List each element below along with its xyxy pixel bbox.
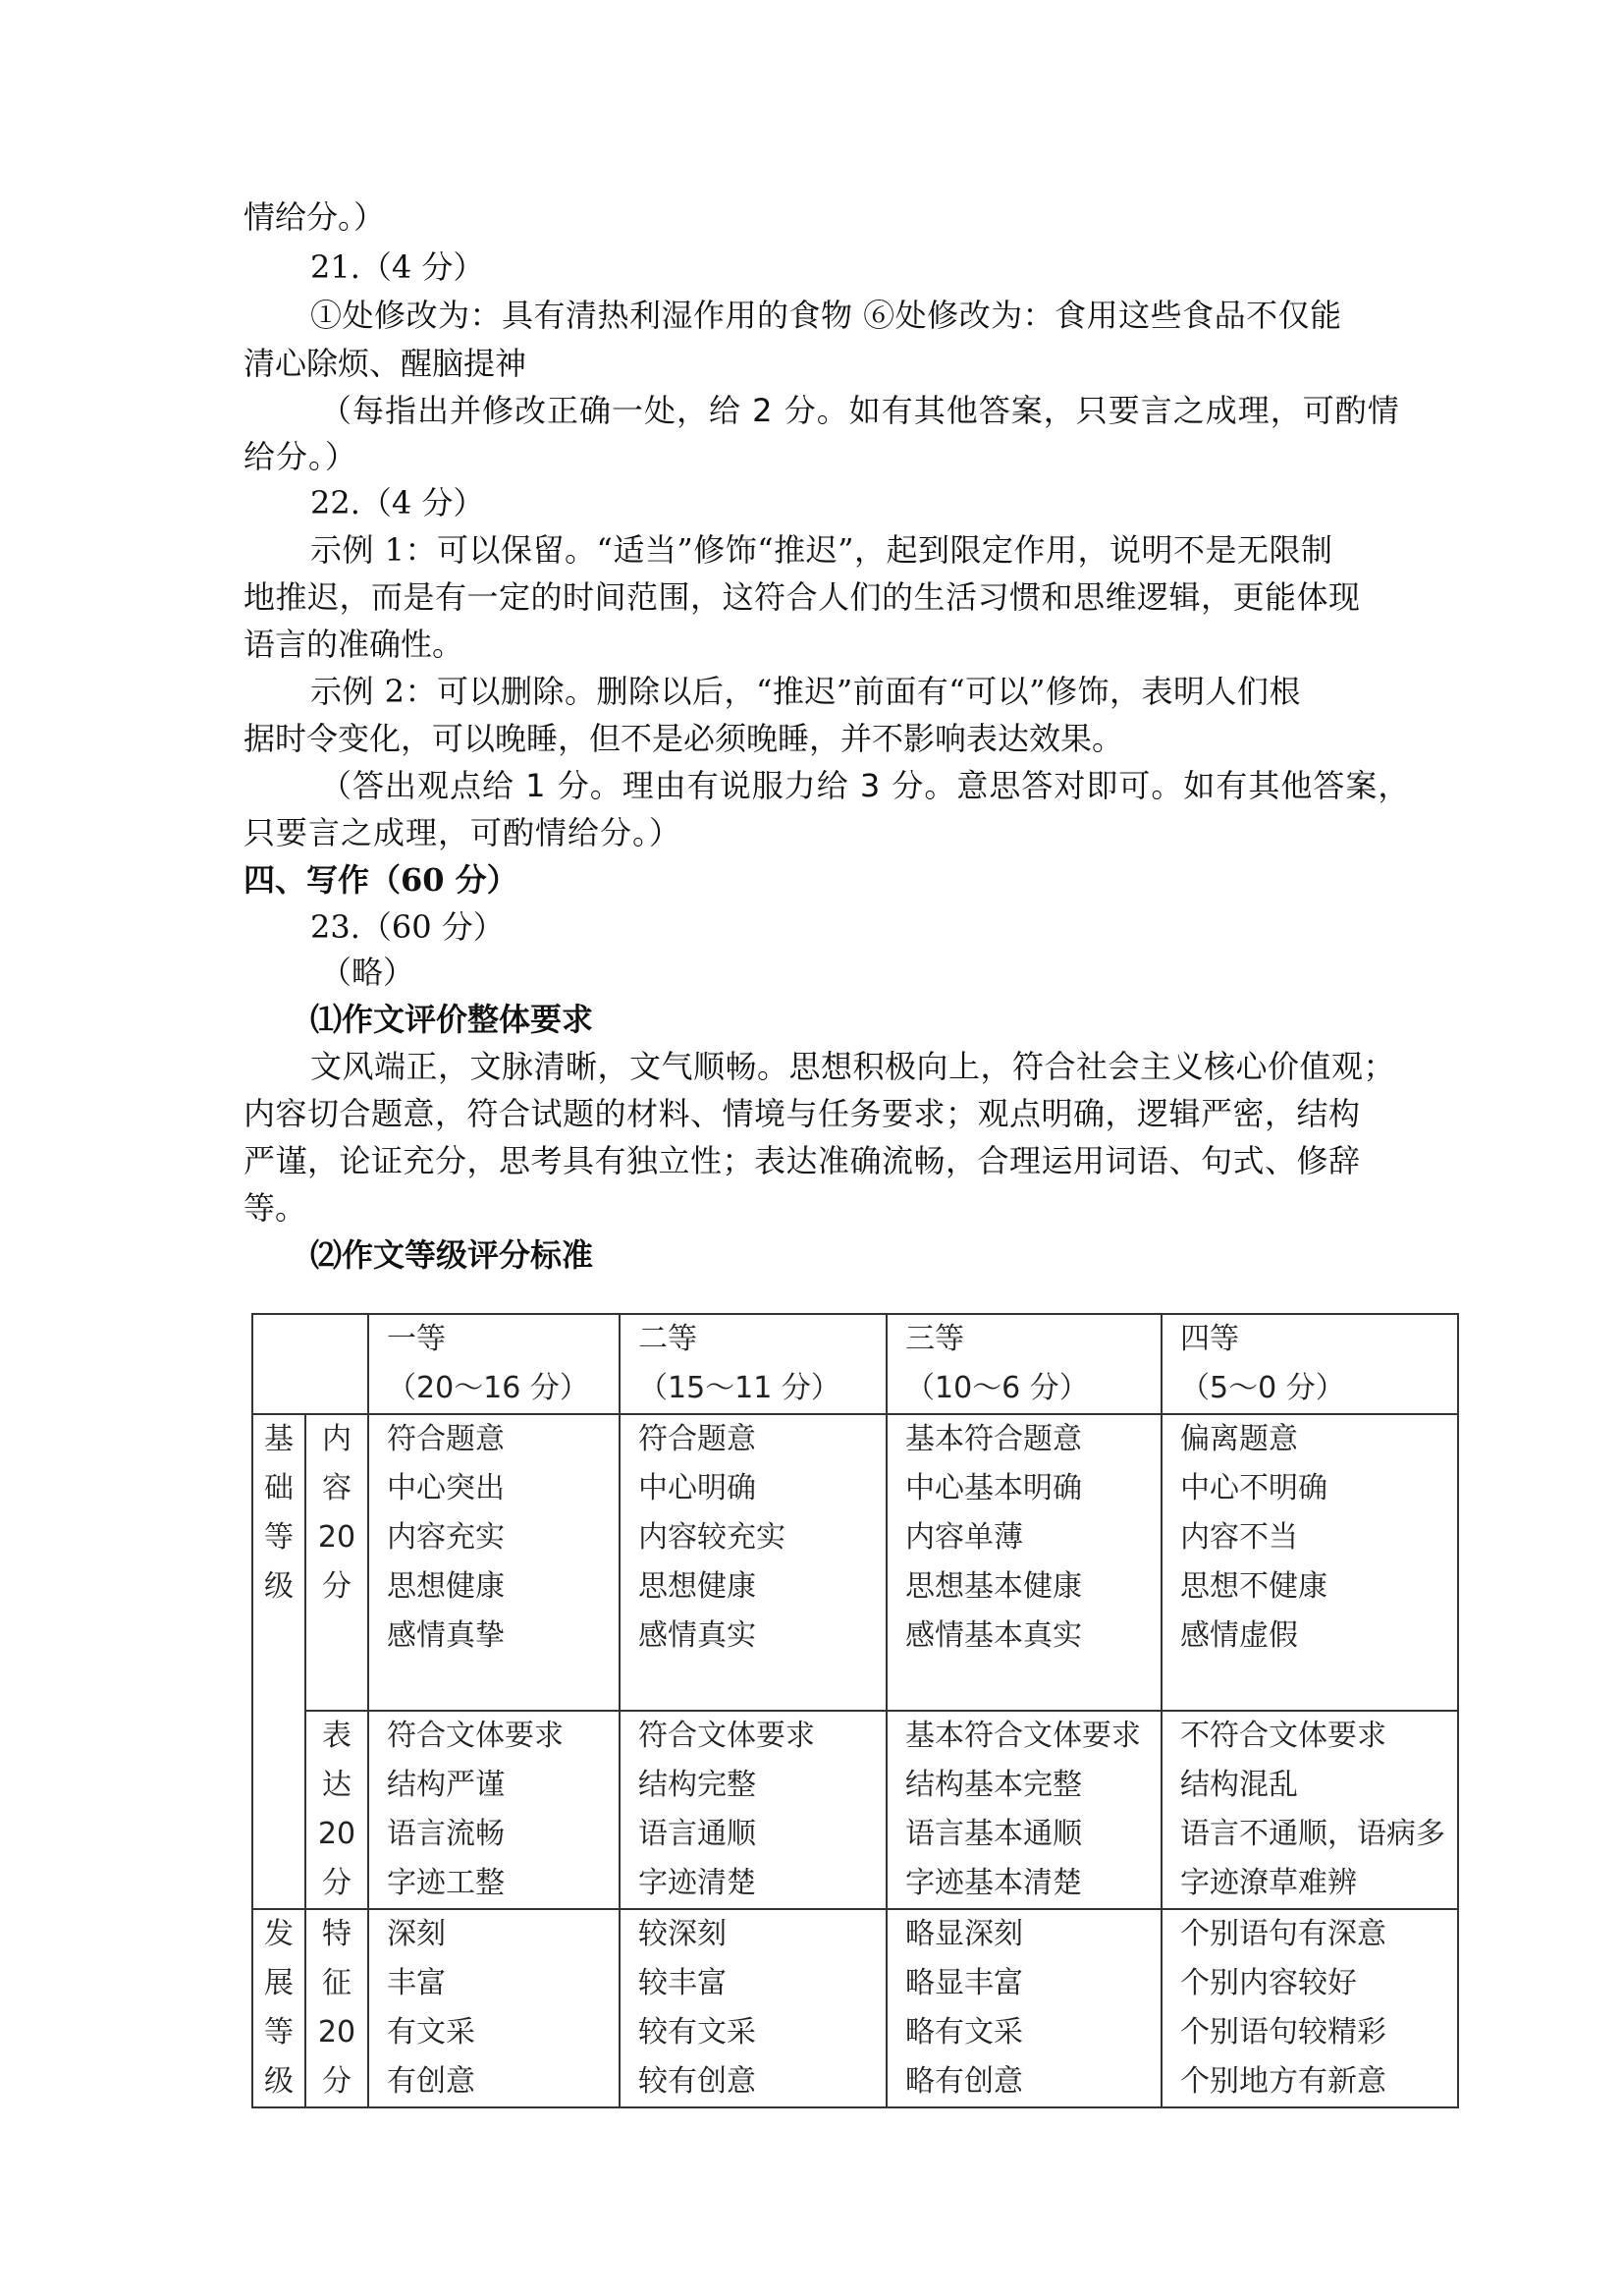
q22-note-line: （答出观点给 1 分。理由有说服力给 3 分。意思答对即可。如有其他答案， xyxy=(320,767,1411,804)
q22-example-line: 地推迟，而是有一定的时间范围，这符合人们的生活习惯和思维逻辑，更能体现 xyxy=(243,578,1361,616)
header-cell: 三等 （10～6 分） xyxy=(887,1314,1162,1414)
q22-note-line: 只要言之成理，可酌情给分。） xyxy=(243,814,682,851)
table-cell: 略显深刻 略显丰富 略有文采 略有创意 xyxy=(887,1909,1162,2107)
grading-table xyxy=(251,1313,1459,2108)
q21-answer-line: 清心除烦、醒脑提神 xyxy=(243,345,527,382)
table-cell: 符合题意 中心突出 内容充实 思想健康 感情真挚 xyxy=(368,1414,620,1711)
table-cell: 符合题意 中心明确 内容较充实 思想健康 感情真实 xyxy=(620,1414,887,1711)
question-23-heading: 23.（60 分） xyxy=(310,908,505,946)
table-corner-cell xyxy=(252,1314,368,1414)
category-develop-label: 发 展 等 级 xyxy=(252,1909,305,2107)
q22-example-line: 据时令变化，可以晚睡，但不是必须晚睡，并不影响表达效果。 xyxy=(243,720,1124,757)
table-cell: 基本符合题意 中心基本明确 内容单薄 思想基本健康 感情基本真实 xyxy=(887,1414,1162,1711)
q22-example-line: 语言的准确性。 xyxy=(243,626,464,663)
paragraph-line: 内容切合题意，符合试题的材料、情境与任务要求；观点明确，逻辑严密，结构 xyxy=(243,1095,1361,1132)
question-21-heading: 21.（4 分） xyxy=(310,248,485,286)
table-row-features xyxy=(252,1909,1458,2107)
paragraph-line: 严谨，论证充分，思考具有独立性；表达准确流畅，合理运用词语、句式、修辞 xyxy=(243,1142,1361,1179)
q22-example-line: 示例 2：可以删除。删除以后，“推迟”前面有“可以”修饰，表明人们根 xyxy=(310,673,1301,710)
q21-note-line: （每指出并修改正确一处，给 2 分。如有其他答案，只要言之成理，可酌情 xyxy=(320,392,1400,429)
section-4-heading: 四、写作（60 分） xyxy=(243,861,518,899)
table-cell: 不符合文体要求 结构混乱 语言不通顺，语病多 字迹潦草难辨 xyxy=(1162,1711,1458,1909)
table-row-content xyxy=(252,1414,1458,1711)
table-cell: 个别语句有深意 个别内容较好 个别语句较精彩 个别地方有新意 xyxy=(1162,1909,1458,2107)
question-22-heading: 22.（4 分） xyxy=(310,484,485,521)
subcategory-expression-label: 表 达 20 分 xyxy=(305,1711,368,1909)
text-line: 情给分。） xyxy=(243,198,386,236)
paragraph-line: 文风端正，文脉清晰，文气顺畅。思想积极向上，符合社会主义核心价值观； xyxy=(310,1048,1396,1085)
table-cell: 基本符合文体要求 结构基本完整 语言基本通顺 字迹基本清楚 xyxy=(887,1711,1162,1909)
q21-answer-line: ①处修改为：具有清热利湿作用的食物 ⑥处修改为：食用这些食品不仅能 xyxy=(310,297,1342,334)
q22-example-line: 示例 1：可以保留。“适当”修饰“推迟”，起到限定作用，说明不是无限制 xyxy=(310,531,1333,569)
table-cell: 符合文体要求 结构严谨 语言流畅 字迹工整 xyxy=(368,1711,620,1909)
subheading-grading-standards: ⑵作文等级评分标准 xyxy=(310,1236,594,1274)
subheading-overall-requirements: ⑴作文评价整体要求 xyxy=(310,1001,594,1038)
table-cell: 符合文体要求 结构完整 语言通顺 字迹清楚 xyxy=(620,1711,887,1909)
header-cell: 四等 （5～0 分） xyxy=(1162,1314,1458,1414)
subcategory-content-label: 内 容 20 分 xyxy=(305,1414,368,1711)
paragraph-line: 等。 xyxy=(243,1189,307,1227)
header-cell: 二等 （15～11 分） xyxy=(620,1314,887,1414)
table-header-row xyxy=(252,1314,1458,1414)
table-cell: 偏离题意 中心不明确 内容不当 思想不健康 感情虚假 xyxy=(1162,1414,1458,1711)
q21-note-line: 给分。） xyxy=(243,438,358,475)
q23-omitted: （略） xyxy=(320,954,415,991)
table-cell: 较深刻 较丰富 较有文采 较有创意 xyxy=(620,1909,887,2107)
category-basic-label: 基 础 等 级 xyxy=(252,1414,305,1909)
subcategory-features-label: 特 征 20 分 xyxy=(305,1909,368,2107)
header-cell: 一等 （20～16 分） xyxy=(368,1314,620,1414)
table-row-expression xyxy=(252,1711,1458,1909)
table-cell: 深刻 丰富 有文采 有创意 xyxy=(368,1909,620,2107)
